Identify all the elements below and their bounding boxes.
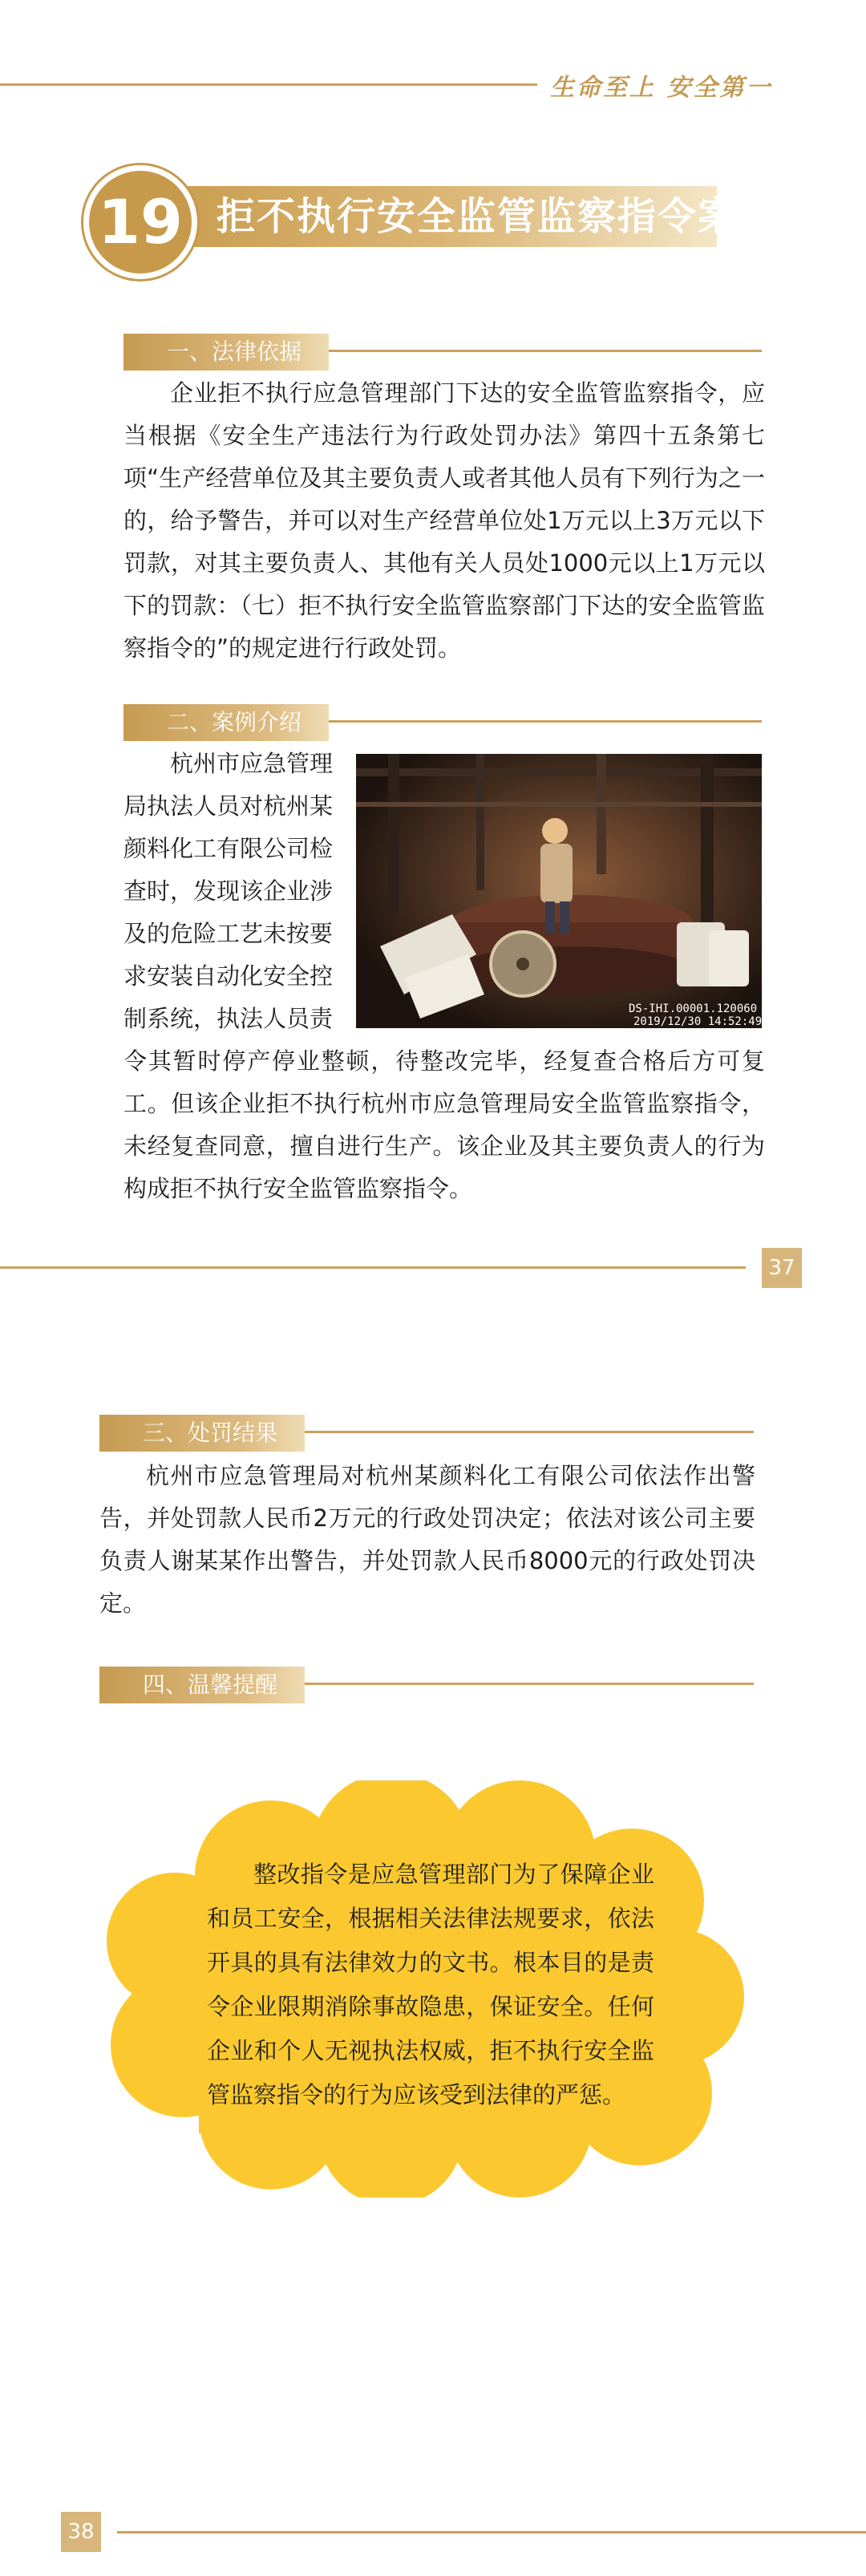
inspection-photo (356, 754, 762, 1028)
case-intro-text: 令其暂时停产停业整顿，待整改完毕，经复查合格后方可复工。但该企业拒不执行杭州市应急管理局安全监管监察指令，未经复查同意，擅自进行生产。该企业及其主要负责人的行为构成拒不执行安全监管监察指令。 (123, 1047, 765, 1202)
section-divider (329, 720, 762, 723)
case-line: 求安装自动化安全控 (123, 962, 334, 990)
case-line: 查时，发现该企业涉 (123, 877, 334, 905)
photo-stamp-id: DS-IHI.00001.120060 (629, 1002, 758, 1015)
page-footer-line (117, 2531, 866, 2533)
section-header-law: 一、法律依据 (123, 334, 329, 371)
law-basis-text: 企业拒不执行应急管理部门下达的安全监管监察指令，应当根据《安全生产违法行为行政处罚办法》第四十五条第七项“生产经营单位及其主要负责人或者其他人员有下列行为之一的，给予警告，并可以对生产经营单位处1万元以上3万元以下罚款，对其主要负责人、其他有关人员处1000元以上1万元以下的罚款：（七）拒不执行安全监管监察部门下达的安全监管监察指令的”的规定进行行政处罚。 (123, 379, 765, 662)
case-line: 制系统，执法人员责 (123, 1005, 334, 1032)
case-line: 颜料化工有限公司检 (123, 835, 334, 862)
section-divider (305, 1683, 754, 1685)
reminder-text: 整改指令是应急管理部门为了保障企业和员工安全，根据相关法律法规要求，依法开具的具有法律效力的文书。根本目的是责令企业限期消除事故隐患，保证安全。任何企业和个人无视执法权威，拒不执行安全监管监察指令的行为应该受到法律的严惩。 (207, 1861, 654, 2108)
case-line: 杭州市应急管理 (170, 750, 334, 777)
section-divider (305, 1431, 754, 1433)
penalty-text: 杭州市应急管理局对杭州某颜料化工有限公司依法作出警告，并处罚款人民币2万元的行政处罚决定；依法对该公司主要负责人谢某某作出警告，并处罚款人民币8000元的行政处罚决定。 (99, 1462, 755, 1617)
case-intro-left-column (123, 743, 350, 1040)
page-number-38: 38 (61, 2512, 101, 2552)
case-line: 局执法人员对杭州某 (123, 792, 334, 820)
page-number-37: 37 (762, 1248, 802, 1288)
section-header-reminder: 四、温馨提醒 (99, 1667, 305, 1703)
top-divider-line (0, 83, 537, 86)
page-footer-line (0, 1266, 746, 1269)
factory-scene-image (356, 754, 762, 1028)
case-number: 19 (98, 186, 183, 257)
photo-stamp-time: 2019/12/30 14:52:49 (633, 1015, 762, 1028)
section-header-case: 二、案例介绍 (123, 704, 329, 741)
case-line: 及的危险工艺未按要 (123, 920, 334, 947)
slogan: 生命至上 安全第一 (550, 74, 773, 102)
section-divider (329, 350, 762, 352)
section-header-penalty: 三、处罚结果 (99, 1415, 305, 1452)
case-title: 拒不执行安全监管监察指令案 (216, 194, 739, 239)
